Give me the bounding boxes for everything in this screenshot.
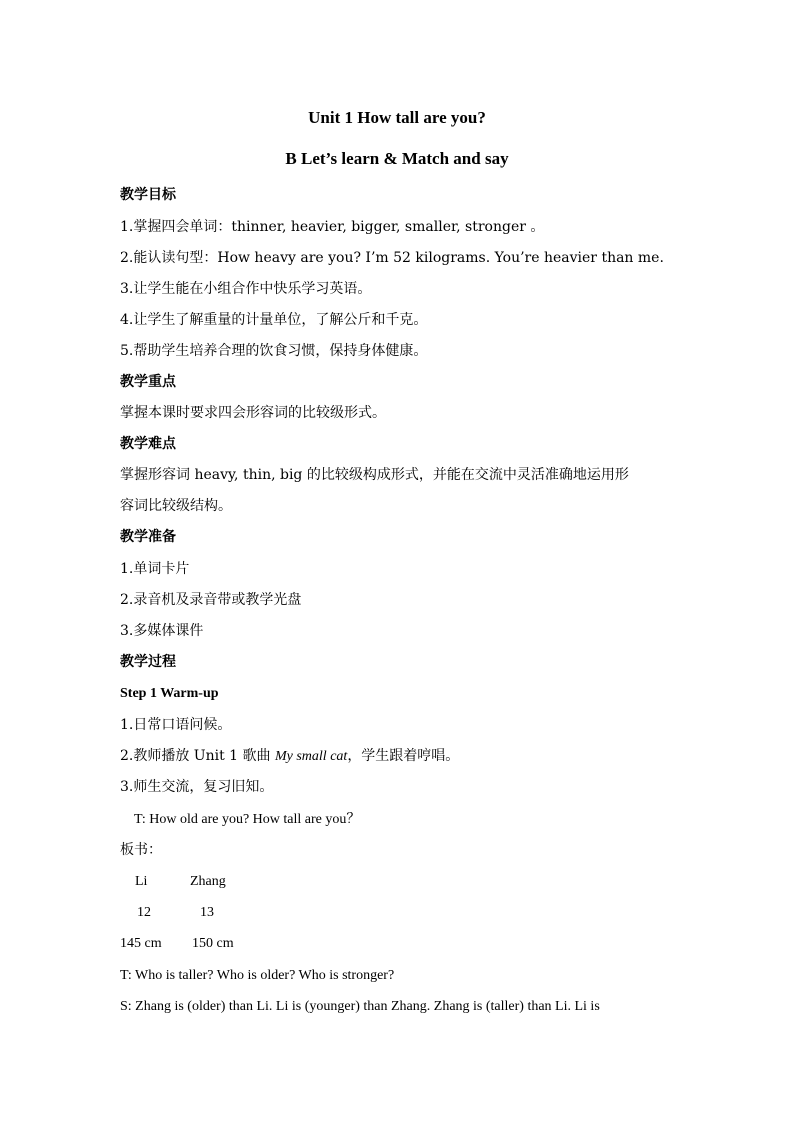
objective-item: 5.帮助学生培养合理的饮食习惯，保持身体健康。 <box>120 343 428 359</box>
board-height-li: 145 cm <box>120 936 162 951</box>
dialog-teacher-line: T: How old are you? How tall are you？ <box>134 812 361 827</box>
difficulties-text-cont: 容词比较级结构。 <box>120 498 232 514</box>
board-height-zhang: 150 cm <box>192 936 234 951</box>
preparation-heading: 教学准备 <box>120 529 176 545</box>
page-subtitle: B Let’s learn & Match and say <box>285 149 509 168</box>
step1-heading: Step 1 Warm-up <box>120 686 219 701</box>
objectives-heading: 教学目标 <box>120 187 176 203</box>
board-age-zhang: 13 <box>200 905 214 920</box>
key-points-heading: 教学重点 <box>120 374 176 390</box>
dialog-teacher-question: T: Who is taller? Who is older? Who is stronger? <box>120 968 395 983</box>
preparation-item: 2.录音机及录音带或教学光盘 <box>120 592 302 608</box>
song-intro-text: 2.教师播放 Unit 1 歌曲 <box>120 748 275 764</box>
page-title: Unit 1 How tall are you? <box>308 108 486 127</box>
objective-item: 1.掌握四会单词：thinner, heavier, bigger, smaller, stronger 。 <box>120 219 545 235</box>
objective-item: 4.让学生了解重量的计量单位，了解公斤和千克。 <box>120 312 428 328</box>
objective-item: 2.能认读句型：How heavy are you? I’m 52 kilograms. You’re heavier than me. <box>120 250 664 266</box>
preparation-item: 3.多媒体课件 <box>120 623 204 639</box>
process-item-song <box>120 747 459 766</box>
process-item: 3.师生交流，复习旧知。 <box>120 779 274 795</box>
song-title: My small cat <box>274 749 348 764</box>
song-outro-text: ，学生跟着哼唱。 <box>347 748 460 764</box>
board-name-li: Li <box>135 874 148 889</box>
board-age-li: 12 <box>137 905 151 920</box>
board-label: 板书： <box>120 842 162 858</box>
difficulties-text: 掌握形容词 heavy, thin, big 的比较级构成形式，并能在交流中灵活准确地运用形 <box>120 467 629 483</box>
process-heading: 教学过程 <box>120 654 176 670</box>
board-name-zhang: Zhang <box>190 874 226 889</box>
difficulties-heading: 教学难点 <box>120 436 176 452</box>
preparation-item: 1.单词卡片 <box>120 561 190 577</box>
objective-item: 3.让学生能在小组合作中快乐学习英语。 <box>120 281 372 297</box>
process-item: 1.日常口语问候。 <box>120 717 232 733</box>
dialog-student-answer: S: Zhang is (older) than Li. Li is (younger) than Zhang. Zhang is (taller) than Li. Li is <box>120 999 600 1014</box>
key-points-text: 掌握本课时要求四会形容词的比较级形式。 <box>120 405 386 421</box>
